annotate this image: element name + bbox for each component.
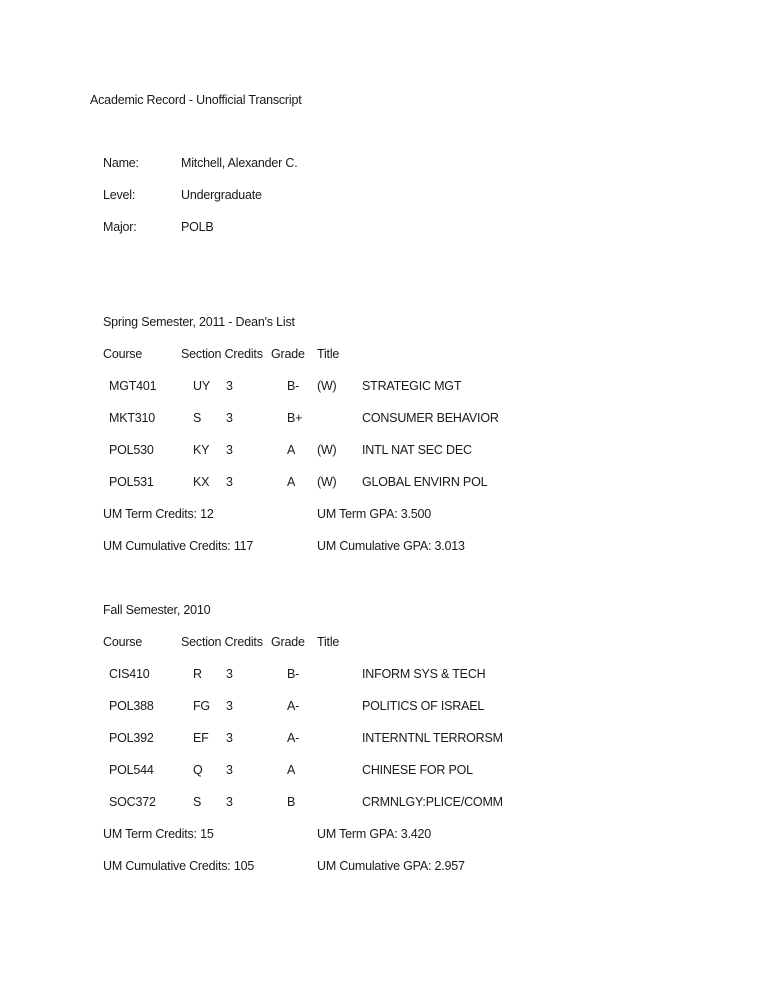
course-section: KY	[193, 443, 210, 457]
name-label: Name:	[103, 156, 139, 170]
column-header-course: Course	[103, 635, 143, 649]
term-gpa: UM Term GPA: 3.420	[317, 827, 432, 841]
course-flag: (W)	[317, 379, 337, 393]
course-title: GLOBAL ENVIRN POL	[362, 475, 488, 489]
course-credits: 3	[226, 795, 233, 809]
course-flag: (W)	[317, 475, 337, 489]
course-grade: A	[287, 763, 296, 777]
course-code: POL531	[109, 475, 154, 489]
course-grade: A	[287, 443, 296, 457]
student-name: Mitchell, Alexander C.	[181, 156, 298, 170]
column-header-section-credits: Section Credits	[181, 635, 263, 649]
course-title: STRATEGIC MGT	[362, 379, 462, 393]
course-title: CHINESE FOR POL	[362, 763, 473, 777]
column-header-section-credits: Section Credits	[181, 347, 263, 361]
course-credits: 3	[226, 443, 233, 457]
column-header-course: Course	[103, 347, 143, 361]
level-label: Level:	[103, 188, 136, 202]
student-level: Undergraduate	[181, 188, 262, 202]
cumulative-gpa: UM Cumulative GPA: 3.013	[317, 539, 465, 553]
course-credits: 3	[226, 411, 233, 425]
course-title: CONSUMER BEHAVIOR	[362, 411, 499, 425]
course-section: UY	[193, 379, 210, 393]
course-title: INTL NAT SEC DEC	[362, 443, 472, 457]
course-code: POL530	[109, 443, 154, 457]
term-gpa: UM Term GPA: 3.500	[317, 507, 432, 521]
student-major: POLB	[181, 220, 214, 234]
course-section: Q	[193, 763, 203, 777]
course-code: POL388	[109, 699, 154, 713]
course-section: R	[193, 667, 202, 681]
course-section: KX	[193, 475, 210, 489]
column-header-grade: Grade	[271, 635, 305, 649]
column-header-grade: Grade	[271, 347, 305, 361]
cumulative-gpa: UM Cumulative GPA: 2.957	[317, 859, 465, 873]
course-title: POLITICS OF ISRAEL	[362, 699, 485, 713]
course-credits: 3	[226, 731, 233, 745]
term-heading: Spring Semester, 2011 - Dean's List	[103, 315, 295, 329]
course-code: MGT401	[109, 379, 157, 393]
course-code: CIS410	[109, 667, 150, 681]
column-header-title: Title	[317, 347, 340, 361]
cumulative-credits: UM Cumulative Credits: 117	[103, 539, 254, 553]
course-credits: 3	[226, 667, 233, 681]
term-credits: UM Term Credits: 12	[103, 507, 214, 521]
course-code: MKT310	[109, 411, 156, 425]
term-heading: Fall Semester, 2010	[103, 603, 211, 617]
document-title: Academic Record - Unofficial Transcript	[90, 93, 302, 107]
course-grade: A-	[287, 731, 300, 745]
course-code: POL392	[109, 731, 154, 745]
course-code: SOC372	[109, 795, 156, 809]
course-code: POL544	[109, 763, 154, 777]
course-grade: B-	[287, 667, 300, 681]
course-title: CRMNLGY:PLICE/COMM	[362, 795, 503, 809]
course-grade: A-	[287, 699, 300, 713]
course-section: EF	[193, 731, 209, 745]
course-section: S	[193, 411, 202, 425]
column-header-title: Title	[317, 635, 340, 649]
course-title: INTERNTNL TERRORSM	[362, 731, 503, 745]
term-credits: UM Term Credits: 15	[103, 827, 214, 841]
course-credits: 3	[226, 763, 233, 777]
cumulative-credits: UM Cumulative Credits: 105	[103, 859, 255, 873]
course-grade: B	[287, 795, 296, 809]
course-grade: A	[287, 475, 296, 489]
course-title: INFORM SYS & TECH	[362, 667, 486, 681]
course-grade: B-	[287, 379, 300, 393]
course-credits: 3	[226, 475, 233, 489]
course-section: S	[193, 795, 202, 809]
course-credits: 3	[226, 379, 233, 393]
major-label: Major:	[103, 220, 137, 234]
course-credits: 3	[226, 699, 233, 713]
course-grade: B+	[287, 411, 303, 425]
course-section: FG	[193, 699, 210, 713]
course-flag: (W)	[317, 443, 337, 457]
